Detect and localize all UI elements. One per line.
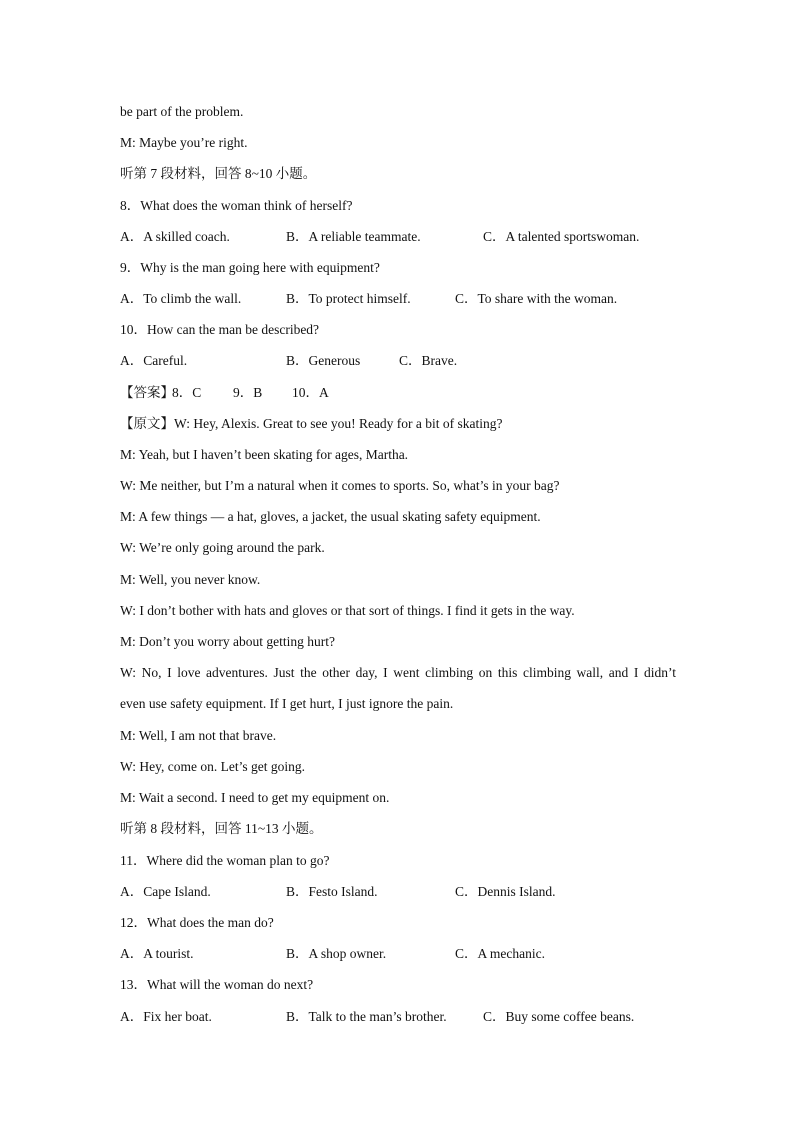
transcript-line: M: A few things — a hat, gloves, a jacket, the usual skating safety equipment. — [120, 509, 541, 524]
answer-label: 【答案】 — [120, 385, 174, 400]
transcript-line: W: We’re only going around the park. — [120, 540, 325, 555]
option-a: A．Fix her boat. — [120, 1009, 212, 1024]
question: 12．What does the man do? — [120, 915, 274, 930]
question: 10．How can the man be described? — [120, 322, 320, 337]
transcript-line: W: Me neither, but I’m a natural when it comes to sports. So, what’s in your bag? — [120, 478, 560, 493]
question: 11．Where did the woman plan to go? — [120, 853, 330, 868]
section-heading: 听第 8 段材料，回答 11~13 小题。 — [120, 821, 323, 836]
question: 8．What does the woman think of herself? — [120, 198, 353, 213]
option-a: A．Cape Island. — [120, 884, 211, 899]
option-c: C．A mechanic. — [455, 946, 545, 961]
answer-10: 10．A — [292, 385, 329, 400]
option-b: B．Festo Island. — [286, 884, 378, 899]
section-heading: 听第 7 段材料，回答 8~10 小题。 — [120, 166, 317, 181]
option-c: C．Buy some coffee beans. — [483, 1009, 635, 1024]
transcript-line: W: I don’t bother with hats and gloves or that sort of things. I find it gets in the way. — [120, 603, 575, 618]
transcript-line: even use safety equipment. If I get hurt, I just ignore the pain. — [120, 696, 454, 711]
text-line: M: Maybe you’re right. — [120, 135, 248, 150]
transcript-line: M: Well, you never know. — [120, 572, 261, 587]
question: 13．What will the woman do next? — [120, 977, 314, 992]
option-c: C．To share with the woman. — [455, 291, 618, 306]
option-c: C．Brave. — [399, 353, 458, 368]
question: 9．Why is the man going here with equipment? — [120, 260, 380, 275]
transcript-line: M: Don’t you worry about getting hurt? — [120, 634, 335, 649]
transcript-line: M: Wait a second. I need to get my equipment on. — [120, 790, 390, 805]
transcript-line: 【原文】W: Hey, Alexis. Great to see you! Ready for a bit of skating? — [120, 416, 503, 431]
text-line: be part of the problem. — [120, 104, 244, 119]
option-b: B．A reliable teammate. — [286, 229, 421, 244]
transcript-line: M: Well, I am not that brave. — [120, 728, 277, 743]
transcript-line: M: Yeah, but I haven’t been skating for ages, Martha. — [120, 447, 409, 462]
option-b: B．Talk to the man’s brother. — [286, 1009, 447, 1024]
option-a: A．A skilled coach. — [120, 229, 230, 244]
option-c: C．A talented sportswoman. — [483, 229, 640, 244]
option-b: B．To protect himself. — [286, 291, 411, 306]
answer-9: 9．B — [233, 385, 263, 400]
option-b: B．Generous — [286, 353, 361, 368]
option-a: A．Careful. — [120, 353, 188, 368]
option-a: A．A tourist. — [120, 946, 194, 961]
option-a: A．To climb the wall. — [120, 291, 242, 306]
transcript-line: W: No, I love adventures. Just the other day, I went climbing on this climbing wall, and I didn’t — [120, 665, 676, 680]
option-c: C．Dennis Island. — [455, 884, 556, 899]
answer-8: 8．C — [172, 385, 202, 400]
transcript-line: W: Hey, come on. Let’s get going. — [120, 759, 305, 774]
option-b: B．A shop owner. — [286, 946, 387, 961]
